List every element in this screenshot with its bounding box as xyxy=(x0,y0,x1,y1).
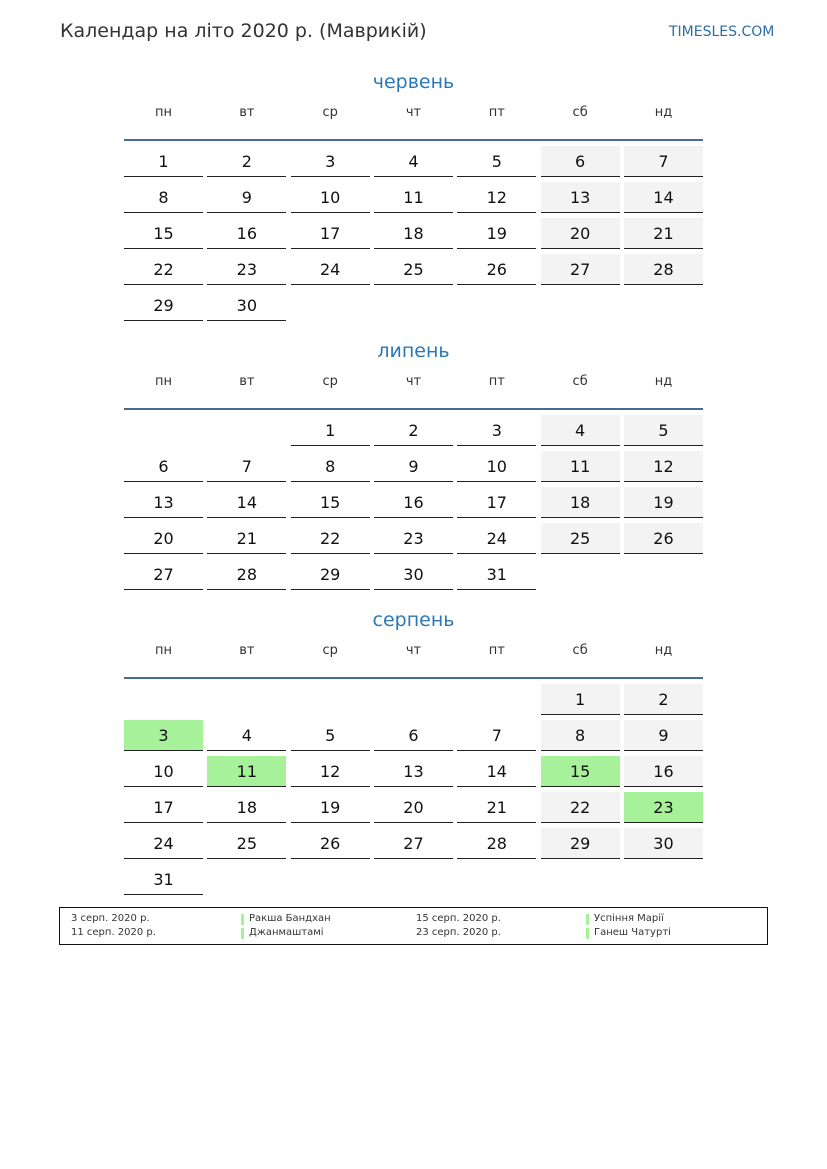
day-cell: 4 xyxy=(541,415,620,446)
day-cell: 27 xyxy=(374,828,453,859)
weekday-label: вт xyxy=(239,374,255,389)
day-cell: 19 xyxy=(291,792,370,823)
weekday-label: пт xyxy=(488,643,505,658)
day-cell: 10 xyxy=(457,451,536,482)
weekday-label: сб xyxy=(572,105,588,120)
day-cell: 22 xyxy=(124,254,203,285)
day-cell: 25 xyxy=(207,828,286,859)
legend-name: Ганеш Чатурті xyxy=(594,927,671,938)
day-cell: 13 xyxy=(124,487,203,518)
month-june xyxy=(124,70,703,315)
day-cell: 19 xyxy=(457,218,536,249)
legend-name: Ракша Бандхан xyxy=(249,913,331,924)
legend-marker xyxy=(241,928,244,939)
day-cell: 12 xyxy=(457,182,536,213)
day-cell: 24 xyxy=(457,523,536,554)
day-cell: 13 xyxy=(374,756,453,787)
weekday-label: ср xyxy=(322,643,338,658)
day-cell: 30 xyxy=(207,290,286,321)
day-cell: 14 xyxy=(624,182,703,213)
day-cell: 20 xyxy=(541,218,620,249)
day-cell: 20 xyxy=(374,792,453,823)
day-cell: 27 xyxy=(541,254,620,285)
day-cell: 26 xyxy=(291,828,370,859)
day-cell: 31 xyxy=(124,864,203,895)
month-title: серпень xyxy=(372,609,455,631)
day-cell: 22 xyxy=(291,523,370,554)
legend-date: 11 серп. 2020 р. xyxy=(71,927,156,938)
day-cell: 1 xyxy=(291,415,370,446)
day-cell: 5 xyxy=(291,720,370,751)
day-cell: 31 xyxy=(457,559,536,590)
day-cell: 8 xyxy=(124,182,203,213)
day-cell: 2 xyxy=(374,415,453,446)
day-cell: 7 xyxy=(207,451,286,482)
day-cell: 26 xyxy=(457,254,536,285)
day-cell: 29 xyxy=(291,559,370,590)
weekday-label: ср xyxy=(322,374,338,389)
day-cell: 26 xyxy=(624,523,703,554)
day-cell: 8 xyxy=(541,720,620,751)
day-cell: 9 xyxy=(624,720,703,751)
day-cell: 23 xyxy=(207,254,286,285)
day-cell: 10 xyxy=(291,182,370,213)
day-cell: 4 xyxy=(207,720,286,751)
day-cell: 8 xyxy=(291,451,370,482)
day-cell: 15 xyxy=(291,487,370,518)
day-cell: 2 xyxy=(207,146,286,177)
weekday-header xyxy=(124,643,703,679)
day-cell: 16 xyxy=(374,487,453,518)
day-cell: 18 xyxy=(374,218,453,249)
day-cell: 3 xyxy=(291,146,370,177)
day-cell: 30 xyxy=(374,559,453,590)
day-cell: 17 xyxy=(457,487,536,518)
legend-name: Успіння Марії xyxy=(594,913,664,924)
day-cell: 29 xyxy=(541,828,620,859)
day-cell: 22 xyxy=(541,792,620,823)
weekday-label: пн xyxy=(155,105,172,120)
month-july xyxy=(124,339,703,584)
month-august xyxy=(124,608,703,889)
day-cell: 27 xyxy=(124,559,203,590)
day-cell: 13 xyxy=(541,182,620,213)
day-cell: 19 xyxy=(624,487,703,518)
day-cell: 12 xyxy=(291,756,370,787)
weekday-label: вт xyxy=(239,643,255,658)
day-cell: 18 xyxy=(541,487,620,518)
day-cell: 25 xyxy=(374,254,453,285)
day-cell: 14 xyxy=(207,487,286,518)
day-cell: 20 xyxy=(124,523,203,554)
legend-date: 23 серп. 2020 р. xyxy=(416,927,501,938)
weekday-label: пн xyxy=(155,643,172,658)
legend-marker xyxy=(586,914,589,925)
day-cell: 6 xyxy=(124,451,203,482)
weekday-label: пн xyxy=(155,374,172,389)
weekday-label: пт xyxy=(488,374,505,389)
day-cell: 21 xyxy=(624,218,703,249)
weekday-label: нд xyxy=(654,374,673,389)
weekday-header xyxy=(124,374,703,410)
day-cell: 6 xyxy=(541,146,620,177)
weekday-label: чт xyxy=(405,643,422,658)
day-cell: 7 xyxy=(624,146,703,177)
legend-date: 3 серп. 2020 р. xyxy=(71,913,150,924)
holiday-legend xyxy=(59,907,768,945)
day-cell: 15 xyxy=(541,756,620,787)
site-link[interactable]: TIMESLES.COM xyxy=(669,24,775,40)
day-cell: 18 xyxy=(207,792,286,823)
month-title: червень xyxy=(372,71,455,93)
day-cell: 11 xyxy=(541,451,620,482)
weekday-label: вт xyxy=(239,105,255,120)
legend-marker xyxy=(586,928,589,939)
day-cell: 21 xyxy=(207,523,286,554)
day-cell: 12 xyxy=(624,451,703,482)
day-cell: 3 xyxy=(457,415,536,446)
day-cell: 24 xyxy=(124,828,203,859)
day-cell: 11 xyxy=(207,756,286,787)
legend-marker xyxy=(241,914,244,925)
weekday-label: чт xyxy=(405,374,422,389)
day-cell: 3 xyxy=(124,720,203,751)
day-cell: 11 xyxy=(374,182,453,213)
day-cell: 10 xyxy=(124,756,203,787)
weekday-label: пт xyxy=(488,105,505,120)
day-cell: 30 xyxy=(624,828,703,859)
day-cell: 21 xyxy=(457,792,536,823)
day-cell: 24 xyxy=(291,254,370,285)
weekday-label: ср xyxy=(322,105,338,120)
legend-date: 15 серп. 2020 р. xyxy=(416,913,501,924)
day-cell: 6 xyxy=(374,720,453,751)
day-cell: 28 xyxy=(624,254,703,285)
weekday-header xyxy=(124,105,703,141)
day-cell: 23 xyxy=(374,523,453,554)
weekday-label: чт xyxy=(405,105,422,120)
day-cell: 29 xyxy=(124,290,203,321)
month-title: липень xyxy=(377,340,450,362)
day-cell: 23 xyxy=(624,792,703,823)
weekday-label: нд xyxy=(654,105,673,120)
day-cell: 25 xyxy=(541,523,620,554)
day-cell: 14 xyxy=(457,756,536,787)
weekday-label: сб xyxy=(572,374,588,389)
day-cell: 4 xyxy=(374,146,453,177)
day-cell: 9 xyxy=(374,451,453,482)
day-cell: 1 xyxy=(124,146,203,177)
day-cell: 16 xyxy=(207,218,286,249)
day-cell: 5 xyxy=(624,415,703,446)
day-cell: 9 xyxy=(207,182,286,213)
legend-name: Джанмаштамі xyxy=(249,927,324,938)
day-cell: 2 xyxy=(624,684,703,715)
day-cell: 5 xyxy=(457,146,536,177)
day-cell: 7 xyxy=(457,720,536,751)
weekday-label: сб xyxy=(572,643,588,658)
day-cell: 28 xyxy=(207,559,286,590)
day-cell: 15 xyxy=(124,218,203,249)
weekday-label: нд xyxy=(654,643,673,658)
day-cell: 17 xyxy=(291,218,370,249)
page-title: Календар на літо 2020 р. (Маврикій) xyxy=(60,20,427,42)
day-cell: 16 xyxy=(624,756,703,787)
day-cell: 17 xyxy=(124,792,203,823)
day-cell: 1 xyxy=(541,684,620,715)
day-cell: 28 xyxy=(457,828,536,859)
